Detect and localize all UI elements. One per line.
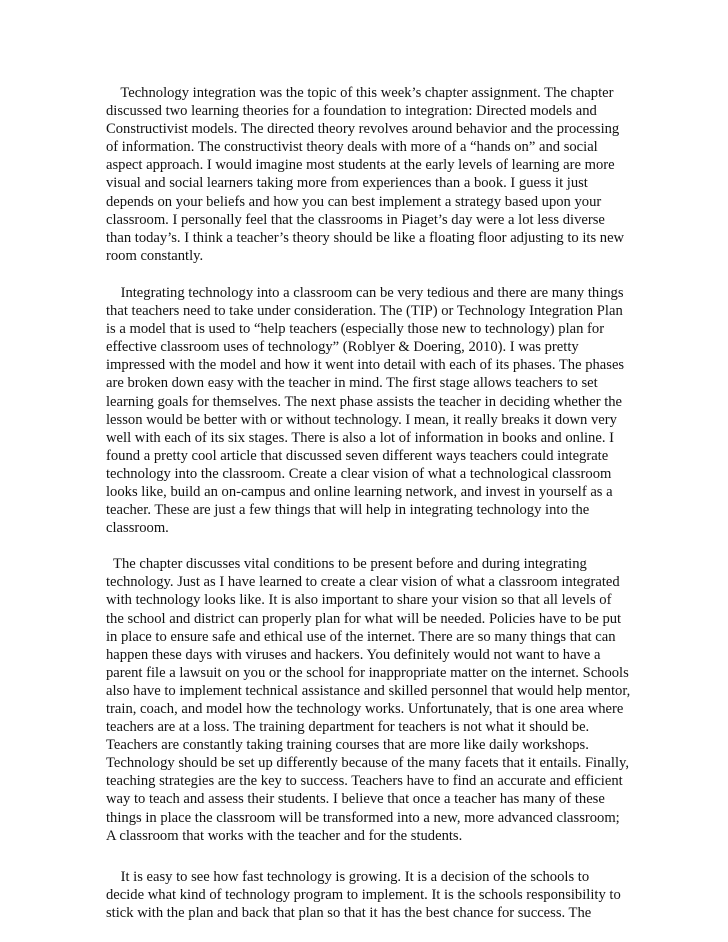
text-line: stick with the plan and back that plan so that it has the best chance for success. The — [106, 904, 592, 921]
text-line: found a pretty cool article that discussed seven different ways teachers could integrate — [106, 447, 609, 464]
paragraph-3 — [106, 555, 636, 845]
text-line: also have to implement technical assistance and skilled personnel that would help mentor, — [106, 682, 631, 699]
document-body — [106, 84, 636, 922]
text-line: It is easy to see how fast technology is growing. It is a decision of the schools to — [106, 868, 590, 885]
paragraph-4 — [106, 868, 636, 922]
text-line: decide what kind of technology program to implement. It is the schools responsibility to — [106, 886, 621, 903]
paragraph-1 — [106, 84, 636, 265]
text-line: visual and social learners taking more from experiences than a book. I guess it just — [106, 175, 588, 192]
text-line: are broken down easy with the teacher in mind. The first stage allows teachers to set — [106, 375, 598, 392]
text-line: that teachers need to take under consideration. The (TIP) or Technology Integration Plan — [106, 303, 623, 320]
text-line: The chapter discusses vital conditions to be present before and during integrating — [106, 556, 587, 573]
text-line: technology. Just as I have learned to create a clear vision of what a classroom integrated — [106, 574, 620, 591]
text-line: train, coach, and model how the technology works. Unfortunately, that is one area where — [106, 701, 624, 717]
text-line: aspect approach. I would imagine most students at the early levels of learning are more — [106, 157, 615, 174]
text-line: parent file a lawsuit on you or the school for inappropriate matter on the internet. Schools — [106, 664, 629, 681]
text-line: teaching strategies are the key to success. Teachers have to find an accurate and efficient — [106, 773, 623, 790]
text-line: than today’s. I think a teacher’s theory should be like a floating floor adjusting to its new — [106, 229, 625, 246]
text-line: effective classroom uses of technology” (Roblyer & Doering, 2010). I was pretty — [106, 339, 579, 356]
text-line: A classroom that works with the teacher and for the students. — [106, 827, 463, 844]
text-line: teacher. These are just a few things that will help in integrating technology into the — [106, 502, 590, 519]
text-line: in place to ensure safe and ethical use of the internet. There are so many things that can — [106, 628, 616, 645]
text-line: looks like, build an on-campus and online learning network, and invest in yourself as a — [106, 483, 613, 500]
text-line: Constructivist models. The directed theory revolves around behavior and the processing — [106, 121, 620, 138]
text-line: the school and district can properly plan for what will be needed. Policies have to be put — [106, 610, 622, 627]
text-line: of information. The constructivist theory deals with more of a “hands on” and social — [106, 139, 598, 156]
text-line: Integrating technology into a classroom can be very tedious and there are many things — [106, 284, 624, 301]
text-line: classroom. — [106, 520, 169, 537]
text-line: Technology should be set up differently because of the many facets that it entails. Finally, — [106, 755, 629, 772]
text-line: with technology looks like. It is also important to share your vision so that all levels of — [106, 592, 612, 609]
text-line: discussed two learning theories for a foundation to integration: Directed models and — [106, 103, 597, 120]
text-line: well with each of its six stages. There is also a lot of information in books and online. I — [106, 429, 614, 446]
text-line: happen these days with viruses and hackers. You definitely would not want to have a — [106, 646, 601, 663]
text-line: is a model that is used to “help teachers (especially those new to technology) plan for — [106, 321, 605, 338]
text-line: impressed with the model and how it went into detail with each of its phases. The phases — [106, 357, 625, 374]
text-line: way to teach and assess their students. I believe that once a teacher has many of these — [106, 791, 605, 808]
paragraph-2 — [106, 284, 636, 537]
text-line: teachers are at a loss. The training department for teachers is not what it should be. — [106, 719, 590, 736]
text-line: classroom. I personally feel that the classrooms in Piaget’s day were a lot less diverse — [106, 211, 605, 228]
text-line: lesson would be better with or without technology. I mean, it really breaks it down very — [106, 411, 617, 428]
text-line: things in place the classroom will be transformed into a new, more advanced classroom; — [106, 809, 620, 826]
text-line: room constantly. — [106, 247, 204, 264]
text-line: technology into the classroom. Create a clear vision of what a technological classroom — [106, 465, 612, 482]
text-line: Technology integration was the topic of this week’s chapter assignment. The chapter — [106, 85, 614, 101]
text-line: learning goals for themselves. The next phase assists the teacher in deciding whether the — [106, 393, 623, 410]
text-line: Teachers are constantly taking training courses that are more like daily workshops. — [106, 737, 589, 754]
text-line: depends on your beliefs and how you can best implement a strategy based upon your — [106, 193, 602, 210]
